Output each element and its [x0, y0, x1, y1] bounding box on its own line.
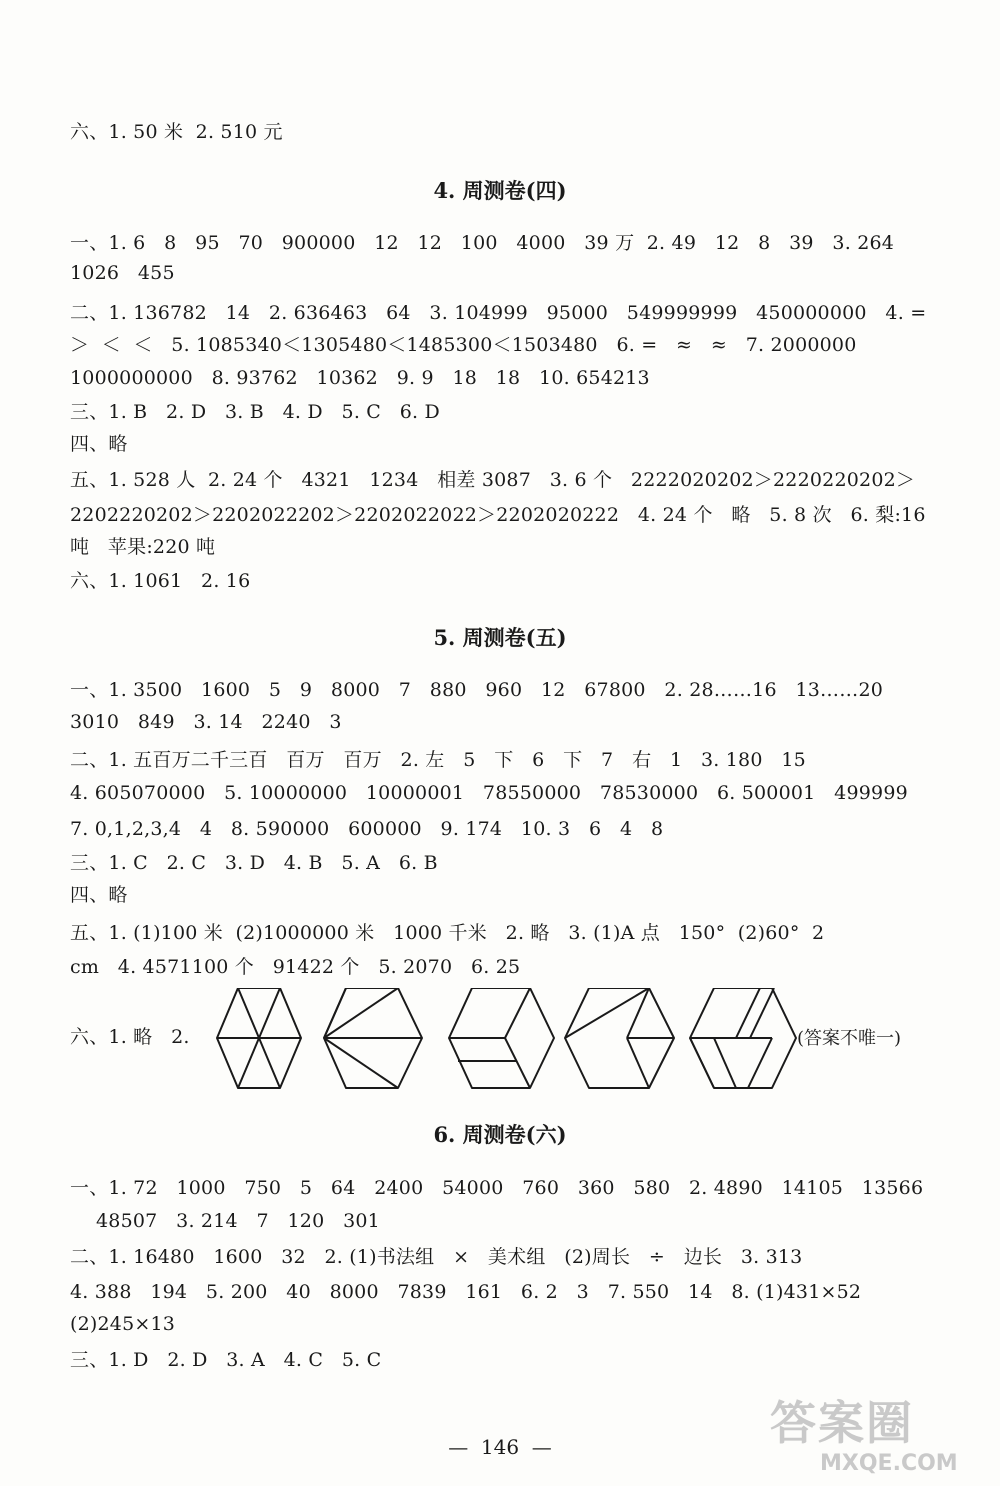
hexagon-figures — [200, 988, 800, 1090]
answer-line: 3010 849 3. 14 2240 3 — [70, 711, 342, 733]
answer-line: 一、1. 3500 1600 5 9 8000 7 880 960 12 67800 2. 28……16 13……20 — [70, 679, 884, 701]
answer-line: 4. 605070000 5. 10000000 10000001 78550000 78530000 6. 500001 499999 — [70, 782, 908, 804]
section-title: 6. 周测卷(六) — [433, 1122, 567, 1147]
answer-line: 1026 455 — [70, 262, 175, 284]
answer-line: 48507 3. 214 7 120 301 — [96, 1210, 380, 1232]
answer-line: 一、1. 6 8 95 70 900000 12 12 100 4000 39 万 2. 49 12 8 39 3. 264 — [70, 232, 895, 254]
answer-line: 四、略 — [70, 433, 128, 455]
answer-line: (2)245×13 — [70, 1313, 176, 1335]
answer-line: 五、1. 528 人 2. 24 个 4321 1234 相差 3087 3. 6 个 2222020202＞2220220202＞ — [70, 469, 916, 491]
watermark-url: MXQE.COM — [820, 1451, 958, 1476]
hexagon-figure-4 — [565, 988, 674, 1088]
answer-line: 三、1. D 2. D 3. A 4. C 5. C — [70, 1349, 382, 1371]
answer-line: 二、1. 五百万二千三百 百万 百万 2. 左 5 下 6 下 7 右 1 3. 180 15 — [70, 749, 806, 771]
answer-line: 7. 0,1,2,3,4 4 8. 590000 600000 9. 174 10. 3 6 4 8 — [70, 818, 664, 840]
hexagon-figure-2 — [324, 988, 422, 1088]
answer-line: 2202220202＞2202022202＞2202022022＞2202020222 4. 24 个 略 5. 8 次 6. 梨:16 — [70, 504, 926, 526]
answer-line: 二、1. 136782 14 2. 636463 64 3. 104999 95000 549999999 450000000 4. = — [70, 302, 927, 324]
answer-line: 二、1. 16480 1600 32 2. (1)书法组 × 美术组 (2)周长 ÷ 边长 3. 313 — [70, 1246, 803, 1268]
answer-line: 4. 388 194 5. 200 40 8000 7839 161 6. 2 3 7. 550 14 8. (1)431×52 — [70, 1281, 862, 1303]
answer-line: 四、略 — [70, 884, 128, 906]
answer-line: 六、1. 略 2. — [70, 1026, 190, 1048]
hexagon-figure-1 — [217, 988, 301, 1088]
hexagon-figure-5 — [690, 988, 796, 1088]
watermark-logo — [760, 1395, 990, 1483]
answer-line: 五、1. (1)100 米 (2)1000000 米 1000 千米 2. 略 3. (1)A 点 150° (2)60° 2 — [70, 922, 825, 944]
watermark-text: 答案圈 — [770, 1396, 914, 1450]
answer-note: (答案不唯一) — [797, 1028, 902, 1049]
answer-line: 一、1. 72 1000 750 5 64 2400 54000 760 360 580 2. 4890 14105 13566 — [70, 1177, 924, 1199]
section-title: 4. 周测卷(四) — [433, 178, 567, 203]
answer-line: 六、1. 1061 2. 16 — [70, 570, 251, 592]
answer-line: 吨 苹果:220 吨 — [70, 536, 216, 558]
page-number: — 146 — — [448, 1435, 552, 1459]
answer-line: 三、1. B 2. D 3. B 4. D 5. C 6. D — [70, 401, 440, 423]
answer-line: 六、1. 50 米 2. 510 元 — [70, 121, 283, 143]
answer-line: 三、1. C 2. C 3. D 4. B 5. A 6. B — [70, 852, 438, 874]
section-title: 5. 周测卷(五) — [433, 625, 567, 650]
answer-line: cm 4. 4571100 个 91422 个 5. 2070 6. 25 — [70, 956, 521, 978]
answer-line: 1000000000 8. 93762 10362 9. 9 18 18 10. 654213 — [70, 367, 650, 389]
answer-line: ＞ ＜ ＜ 5. 1085340＜1305480＜1485300＜1503480 6. = ≈ ≈ 7. 2000000 — [70, 334, 857, 356]
hexagon-figure-3 — [449, 988, 554, 1088]
